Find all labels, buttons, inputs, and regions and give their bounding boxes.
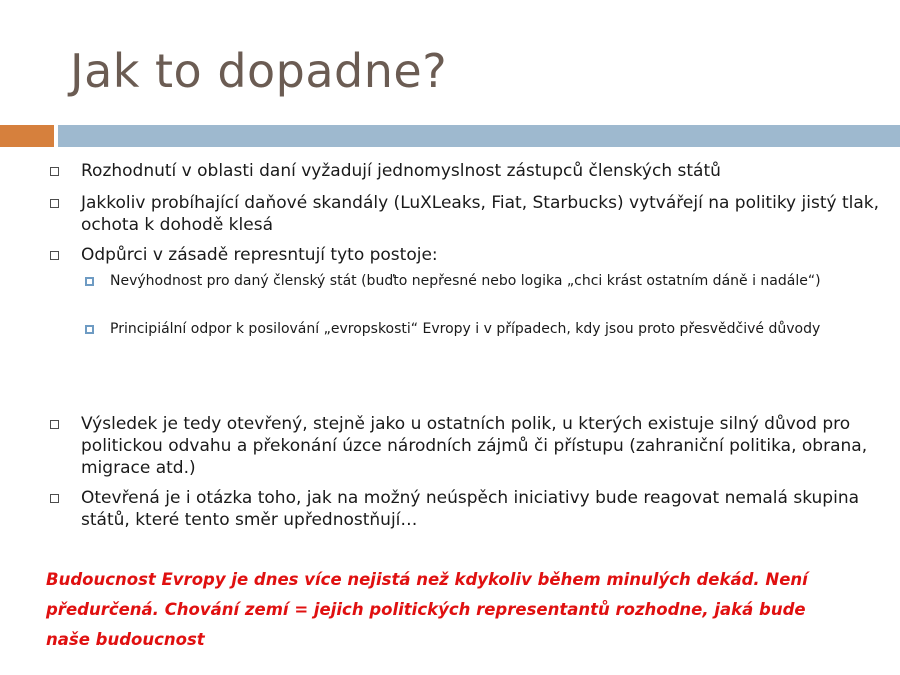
accent-bar-blue	[58, 125, 900, 147]
subbullet-text: Nevýhodnost pro daný členský stát (buďto nepřesné nebo logika „chci krást ostatním dáně i nadále“)	[110, 273, 821, 289]
conclusion-line: Budoucnost Evropy je dnes více nejistá než kdykoliv během minulých dekád. Není	[46, 570, 808, 589]
conclusion-line: předurčená. Chování zemí = jejich politických representantů rozhodne, jaká bude	[46, 600, 806, 619]
bullet-item	[81, 487, 881, 531]
bullet-item	[81, 244, 881, 266]
bullet-item	[81, 160, 881, 182]
square-bullet-icon	[50, 420, 59, 429]
accent-bar-orange	[0, 125, 54, 147]
subbullet-item	[110, 272, 870, 291]
square-bullet-icon	[50, 494, 59, 503]
bullet-text: Výsledek je tedy otevřený, stejně jako u ostatních polik, u kterých existuje silný důvod pro politickou odvahu a překonání úzce národních zájmů či přístupu (zahraniční politika, obrana, migrace atd.)	[81, 414, 868, 478]
square-bullet-icon	[85, 325, 94, 334]
bullet-text: Rozhodnutí v oblasti daní vyžadují jednomyslnost zástupců členských států	[81, 161, 721, 181]
square-bullet-icon	[85, 277, 94, 286]
square-bullet-icon	[50, 199, 59, 208]
square-bullet-icon	[50, 167, 59, 176]
conclusion-text	[46, 565, 806, 655]
square-bullet-icon	[50, 251, 59, 260]
subbullet-item	[110, 320, 870, 339]
bullet-text: Otevřená je i otázka toho, jak na možný neúspěch iniciativy bude reagovat nemalá skupina států, které tento směr upřednostňují…	[81, 488, 860, 530]
bullet-item	[81, 413, 881, 479]
bullet-item	[81, 192, 881, 236]
conclusion-line: naše budoucnost	[46, 630, 205, 649]
bullet-text: Odpůrci v zásadě represntují tyto postoje:	[81, 245, 438, 265]
slide-title: Jak to dopadne?	[70, 44, 448, 98]
bullet-text: Jakkoliv probíhající daňové skandály (LuXLeaks, Fiat, Starbucks) vytvářejí na politiky jistý tlak, ochota k dohodě klesá	[81, 193, 880, 235]
subbullet-text: Principiální odpor k posilování „evropskosti“ Evropy i v případech, kdy jsou proto přesvědčivé důvody	[110, 321, 821, 337]
